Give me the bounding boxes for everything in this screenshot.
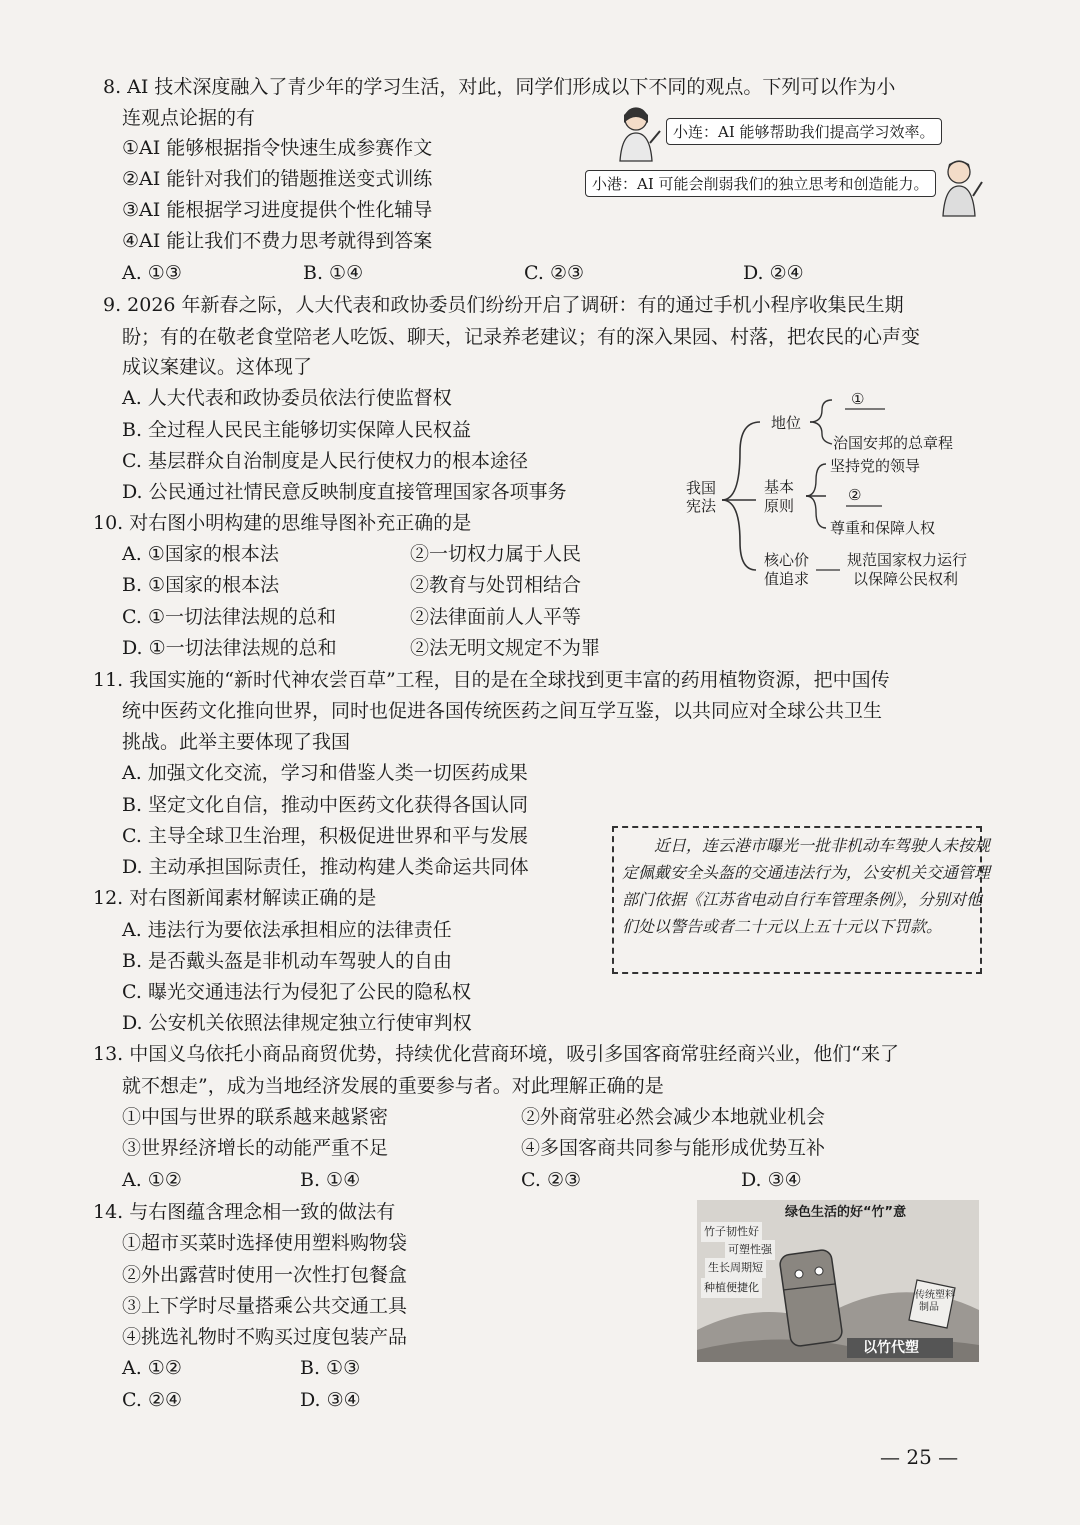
page-number: — 25 — xyxy=(880,1445,959,1469)
q14-option-c: C. ②④ xyxy=(122,1389,183,1411)
mindmap-root-2: 宪法 xyxy=(686,497,717,515)
q9-option-d: D. 公民通过社情民意反映制度直接管理国家各项事务 xyxy=(122,481,567,503)
news-line: 定佩戴安全头盔的交通违法行为，公安机关交通管理 xyxy=(622,863,991,882)
bamboo-poster xyxy=(697,1200,979,1362)
q12-stem: 12. 对右图新闻素材解读正确的是 xyxy=(93,887,377,909)
q14-option-b: B. ①③ xyxy=(300,1357,361,1379)
mindmap-b1a: ① xyxy=(851,390,865,408)
q13-item: ②外商常驻必然会减少本地就业机会 xyxy=(521,1106,826,1128)
q8-item: ④AI 能让我们不费力思考就得到答案 xyxy=(122,230,433,252)
q13-option-d: D. ③④ xyxy=(741,1169,802,1191)
q8-item: ②AI 能针对我们的错题推送变式训练 xyxy=(122,168,433,190)
mindmap-b2-1: 基本 xyxy=(764,478,795,496)
q9-option-b: B. 全过程人民民主能够切实保障人民权益 xyxy=(122,419,472,441)
q14-stem: 14. 与右图蕴含理念相一致的做法有 xyxy=(93,1201,396,1223)
poster-title: 绿色生活的好“竹”意 xyxy=(785,1205,907,1220)
mindmap-b3a-2: 以保障公民权利 xyxy=(853,570,959,588)
news-line: 们处以警告或者二十元以上五十元以下罚款。 xyxy=(622,917,943,936)
q10-option-b1: B. ①国家的根本法 xyxy=(122,574,280,596)
poster-tag: 生长周期短 xyxy=(705,1258,766,1278)
poster-bag-label-2: 制品 xyxy=(919,1302,939,1313)
q14-item: ①超市买菜时选择使用塑料购物袋 xyxy=(122,1232,408,1254)
q9-stem-line1: 9. 2026 年新春之际，人大代表和政协委员们纷纷开启了调研：有的通过手机小程序收集民生期 xyxy=(103,294,904,316)
q8-stem-line2: 连观点论据的有 xyxy=(122,107,256,129)
q11-option-d: D. 主动承担国际责任，推动构建人类命运共同体 xyxy=(122,856,529,878)
q10-option-c2: ②法律面前人人平等 xyxy=(410,606,582,628)
mindmap-b2c: 尊重和保障人权 xyxy=(830,519,936,537)
q12-option-a: A. 违法行为要依法承担相应的法律责任 xyxy=(122,919,452,941)
girl-figure-icon xyxy=(610,103,662,163)
mindmap-b1b: 治国安邦的总章程 xyxy=(833,434,954,452)
q14-item: ③上下学时尽量搭乘公共交通工具 xyxy=(122,1295,408,1317)
mindmap-b2a: 坚持党的领导 xyxy=(830,457,921,475)
q10-option-b2: ②教育与处罚相结合 xyxy=(410,574,582,596)
q8-stem-line1: 8. AI 技术深度融入了青少年的学习生活，对此，同学们形成以下不同的观点。下列可以作为小 xyxy=(103,76,896,98)
mindmap-b2b: ② xyxy=(848,486,862,504)
q13-stem-line1: 13. 中国义乌依托小商品商贸优势，持续优化营商环境，吸引多国客商常驻经商兴业，他们“来了 xyxy=(93,1043,899,1065)
q8-option-d: D. ②④ xyxy=(743,262,804,284)
q9-stem-line3: 成议案建议。这体现了 xyxy=(122,356,313,378)
mindmap-b2-2: 原则 xyxy=(764,497,795,515)
q12-option-d: D. 公安机关依照法律规定独立行使审判权 xyxy=(122,1012,472,1034)
q13-item: ①中国与世界的联系越来越紧密 xyxy=(122,1106,389,1128)
q10-option-d1: D. ①一切法律法规的总和 xyxy=(122,637,337,659)
speech-bubble-xiaogang: 小港：AI 可能会削弱我们的独立思考和创造能力。 xyxy=(585,170,936,197)
poster-slogan: 以竹代塑 xyxy=(863,1340,919,1356)
q14-option-d: D. ③④ xyxy=(300,1389,361,1411)
q9-stem-line2: 盼；有的在敬老食堂陪老人吃饭、聊天，记录养老建议；有的深入果园、村落，把农民的心声变 xyxy=(122,326,921,348)
q8-item: ③AI 能根据学习进度提供个性化辅导 xyxy=(122,199,433,221)
q11-option-c: C. 主导全球卫生治理，积极促进世界和平与发展 xyxy=(122,825,528,847)
q8-option-b: B. ①④ xyxy=(303,262,364,284)
q13-stem-line2: 就不想走”，成为当地经济发展的重要参与者。对此理解正确的是 xyxy=(122,1075,664,1097)
q11-option-a: A. 加强文化交流，学习和借鉴人类一切医药成果 xyxy=(122,762,528,784)
q10-option-d2: ②法无明文规定不为罪 xyxy=(410,637,601,659)
q8-option-c: C. ②③ xyxy=(524,262,585,284)
q10-stem: 10. 对右图小明构建的思维导图补充正确的是 xyxy=(93,512,472,534)
q11-stem-line1: 11. 我国实施的“新时代神农尝百草”工程，目的是在全球找到更丰富的药用植物资源，把中国传 xyxy=(93,669,890,691)
q8-option-a: A. ①③ xyxy=(122,262,182,284)
q9-option-a: A. 人大代表和政协委员依法行使监督权 xyxy=(122,387,452,409)
q13-item: ③世界经济增长的动能严重不足 xyxy=(122,1137,389,1159)
boy-figure-icon xyxy=(935,156,985,218)
q12-option-c: C. 曝光交通违法行为侵犯了公民的隐私权 xyxy=(122,981,471,1003)
mindmap-b1: 地位 xyxy=(771,414,802,432)
mindmap-b3a-1: 规范国家权力运行 xyxy=(847,551,968,569)
poster-tag: 可塑性强 xyxy=(725,1240,775,1260)
q13-option-c: C. ②③ xyxy=(521,1169,582,1191)
q10-option-a2: ②一切权力属于人民 xyxy=(410,543,582,565)
q13-item: ④多国客商共同参与能形成优势互补 xyxy=(521,1137,826,1159)
q14-item: ④挑选礼物时不购买过度包装产品 xyxy=(122,1326,408,1348)
q11-stem-line3: 挑战。此举主要体现了我国 xyxy=(122,731,351,753)
poster-tag: 竹子韧性好 xyxy=(701,1222,762,1242)
q10-option-c1: C. ①一切法律法规的总和 xyxy=(122,606,336,628)
q11-option-b: B. 坚定文化自信，推动中医药文化获得各国认同 xyxy=(122,794,529,816)
news-line: 部门依据《江苏省电动自行车管理条例》，分别对他 xyxy=(622,890,983,909)
mindmap-b3-2: 值追求 xyxy=(764,570,810,588)
q12-option-b: B. 是否戴头盔是非机动车驾驶人的自由 xyxy=(122,950,453,972)
q14-item: ②外出露营时使用一次性打包餐盒 xyxy=(122,1264,408,1286)
q13-option-a: A. ①② xyxy=(122,1169,182,1191)
q14-option-a: A. ①② xyxy=(122,1357,182,1379)
q13-option-b: B. ①④ xyxy=(300,1169,361,1191)
q8-item: ①AI 能够根据指令快速生成参赛作文 xyxy=(122,137,433,159)
news-line: 近日，连云港市曝光一批非机动车驾驶人未按规 xyxy=(654,836,991,855)
mindmap-root-1: 我国 xyxy=(686,479,717,497)
q9-option-c: C. 基层群众自治制度是人民行使权力的根本途径 xyxy=(122,450,528,472)
mindmap-b3-1: 核心价 xyxy=(764,551,810,569)
poster-tag: 种植便捷化 xyxy=(701,1278,762,1298)
q10-option-a1: A. ①国家的根本法 xyxy=(122,543,279,565)
q11-stem-line2: 统中医药文化推向世界，同时也促进各国传统医药之间互学互鉴，以共同应对全球公共卫生 xyxy=(122,700,883,722)
poster-bag-label-1: 传统塑料 xyxy=(915,1290,955,1301)
speech-bubble-xiaolian: 小连：AI 能够帮助我们提高学习效率。 xyxy=(666,118,942,145)
